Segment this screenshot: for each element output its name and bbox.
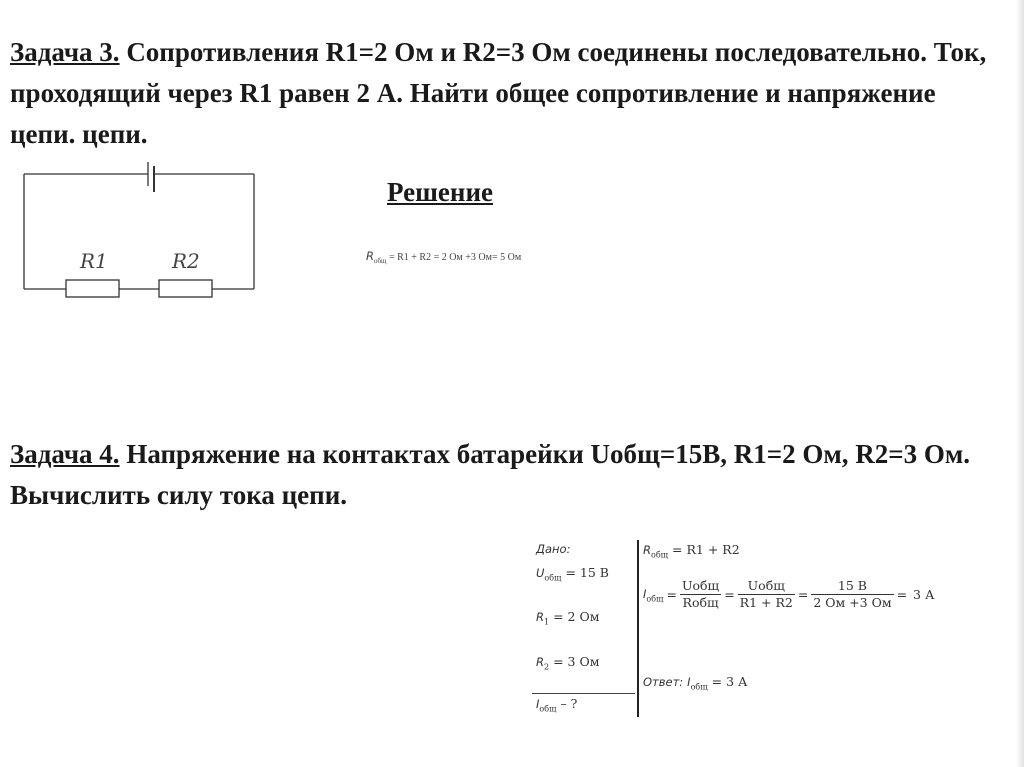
page-edge-shadow bbox=[1016, 0, 1024, 767]
current-result: 3 А bbox=[913, 587, 935, 602]
fraction-1: $\frac{\text{Uобщ}}{\text{Rобщ}}$ bbox=[681, 578, 720, 610]
task-4 bbox=[10, 434, 1000, 516]
circuit-diagram bbox=[20, 152, 260, 298]
given-voltage: $U_{общ} = 15$ В bbox=[536, 565, 609, 583]
solution-heading: Решение bbox=[387, 177, 493, 207]
resistor-r2 bbox=[159, 280, 212, 297]
formula-rhs: = R1 + R2 = 2 Ом +3 Ом= 5 Ом bbox=[386, 252, 522, 263]
formula-subscript: общ bbox=[374, 257, 387, 265]
solution-divider bbox=[637, 540, 639, 717]
given-r1: $R_1 = 2$ Ом bbox=[536, 609, 600, 627]
task-4-label: Задача 4. bbox=[10, 439, 120, 469]
given-r2: $R_2 = 3$ Ом bbox=[536, 654, 600, 672]
task-3 bbox=[10, 32, 1000, 155]
answer-line: Ответ: $I_{общ} = 3$ А bbox=[643, 674, 748, 692]
formula-symbol-r: R bbox=[366, 249, 374, 263]
given-divider bbox=[532, 693, 635, 694]
fraction-3: $\frac{15 В}{2 Ом +3 Ом}$ bbox=[813, 578, 892, 610]
task-3-text: Сопротивления R1=2 Ом и R2=3 Ом соединены последовательно. Ток, проходящий через R1 равен 2 А. Найти общее сопротивление и напряжение цепи. цепи. bbox=[10, 37, 987, 149]
fraction-2: $\frac{\text{Uобщ}}{R1 + R2}$ bbox=[739, 578, 793, 610]
resistor-r1 bbox=[66, 280, 119, 297]
solution-box bbox=[528, 538, 938, 728]
find-current: $I_{общ}$ – ? bbox=[536, 696, 578, 714]
r2-label: R2 bbox=[172, 249, 200, 273]
resistance-formula bbox=[366, 249, 521, 265]
answer-label: Ответ: bbox=[643, 675, 684, 689]
given-title: Дано: bbox=[536, 542, 571, 556]
task-4-text: Напряжение на контактах батарейки Uобщ=15В, R1=2 Ом, R2=3 Ом. Вычислить силу тока цепи. bbox=[10, 439, 971, 510]
equivalent-resistance-eq: $R_{общ} = R1 + R2$ bbox=[643, 542, 740, 560]
current-equation: $I_{общ}$ = $\frac{\text{Uобщ}}{\text{Rобщ}}$ = $\frac{\text{Uобщ}}{R1 + R2}$ = $\frac{15 В}{2 Ом +3 Ом}$ = 3 А bbox=[643, 578, 937, 611]
r1-label: R1 bbox=[80, 249, 108, 273]
task-3-label: Задача 3. bbox=[10, 37, 120, 67]
